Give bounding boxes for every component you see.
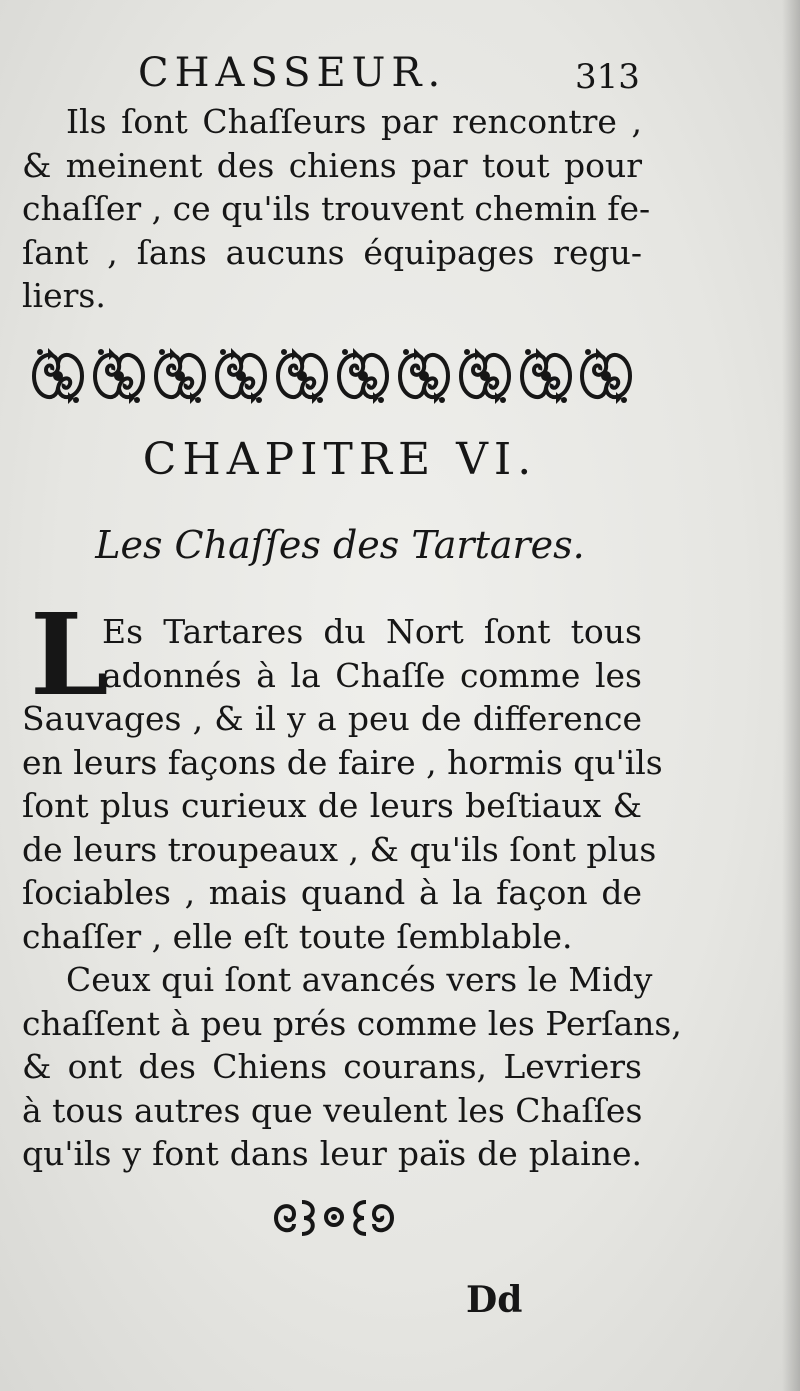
text-line: adonnés à la Chaſſe comme les: [102, 655, 642, 695]
text-line: ſociables , mais quand à la façon de: [22, 873, 642, 912]
chapter-subtitle: Les Chaſſes des Tartares.: [95, 523, 585, 567]
text-line: & ont des Chiens courans, Levriers: [22, 1047, 642, 1086]
text-line: ſant , ſans aucuns équipages regu-: [22, 232, 642, 272]
text-line: & meinent des chiens par tout pour: [22, 145, 642, 185]
text-line: chaſſer , elle eſt toute ſemblable.: [22, 916, 573, 956]
text-line: à tous autres que veulent les Chaſſes: [22, 1090, 643, 1130]
top-paragraph: [22, 100, 651, 318]
fleuron-band-ornament: [28, 340, 636, 412]
text-line: Ceux qui ſont avancés vers le Midy: [66, 960, 653, 999]
text-line: Es Tartares du Nort ſont tous: [102, 612, 642, 651]
page-number: 313: [575, 57, 640, 97]
text-line: en leurs façons de faire , hormis qu'ils: [22, 742, 663, 782]
drop-cap: L: [30, 590, 109, 721]
fleuron-tailpiece-ornament: [272, 1196, 396, 1238]
running-head: CHASSEUR.: [138, 50, 447, 96]
text-line: liers.: [22, 276, 106, 315]
signature-mark: Dd: [466, 1279, 523, 1321]
paragraph-two: [22, 958, 682, 1176]
chapter-title: CHAPITRE VI.: [142, 434, 538, 485]
page-header: [0, 48, 800, 98]
text-line: Ils ſont Chaſſeurs par rencontre ,: [66, 102, 642, 141]
text-line: chaſſer , ce qu'ils trouvent chemin fe-: [22, 189, 651, 228]
paragraph-one: [22, 590, 663, 958]
text-line: de leurs troupeaux , & qu'ils ſont plus: [22, 829, 657, 869]
page-edge-shadow: [782, 0, 800, 1391]
text-line: Sauvages , & il y a peu de difference: [22, 699, 642, 738]
text-line: chaſſent à peu prés comme les Perſans,: [22, 1003, 682, 1043]
text-line: ſont plus curieux de leurs beſtiaux &: [22, 786, 642, 825]
text-line: qu'ils y font dans leur païs de plaine.: [22, 1134, 642, 1173]
